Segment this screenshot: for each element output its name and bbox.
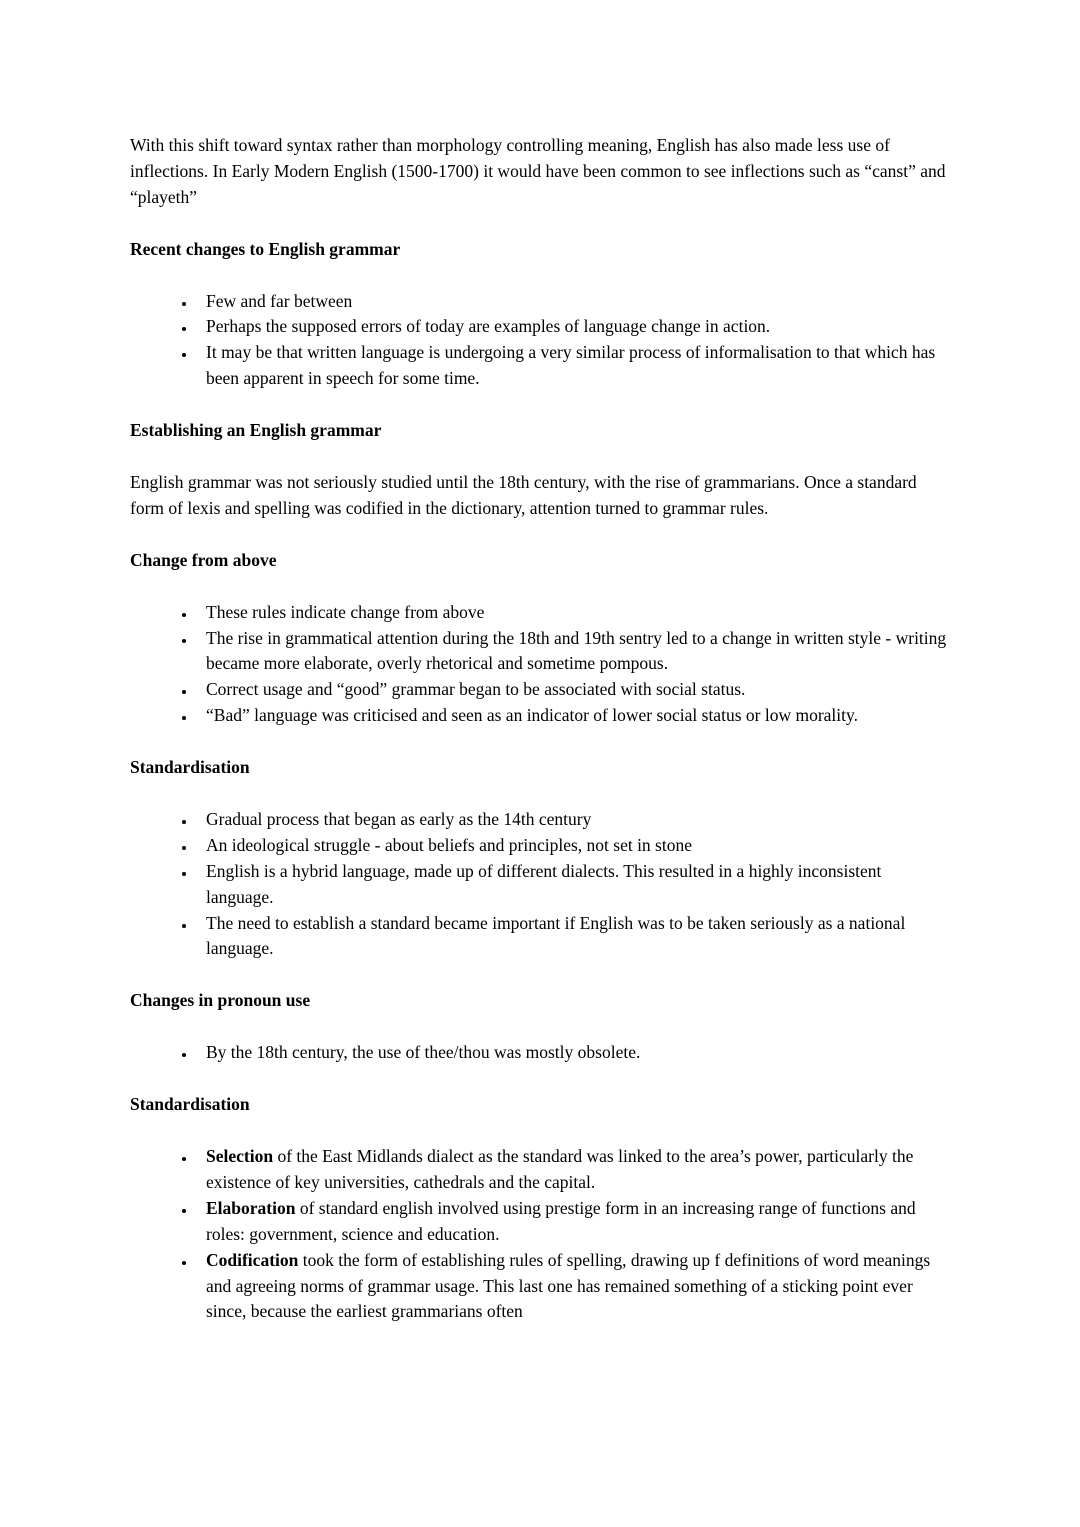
bullet-item: • “Bad” language was criticised and seen as an indicator of lower social status or low morality. — [196, 703, 952, 729]
bullet-item: • Few and far between — [196, 289, 952, 315]
section-heading: Changes in pronoun use — [130, 990, 311, 1011]
paragraph: English grammar was not seriously studied until the 18th century, with the rise of grammarians. Once a standard form of lexis and spelling was codified in the dictionary, attention turned to grammar rules. — [130, 472, 917, 518]
bullet-item: • Gradual process that began as early as the 14th century — [196, 807, 952, 833]
bullet-item: • The rise in grammatical attention during the 18th and 19th sentry led to a change in written style - writing became more elaborate, overly rhetorical and sometime pompous. — [196, 626, 952, 678]
bullet-item: • An ideological struggle - about beliefs and principles, not set in stone — [196, 833, 952, 859]
section-heading: Standardisation — [130, 1094, 250, 1115]
bullet-list — [130, 1040, 952, 1066]
bullet-item: • It may be that written language is undergoing a very similar process of informalisation to that which has been apparent in speech for some time. — [196, 340, 952, 392]
bullet-item: • Elaboration of standard english involved using prestige form in an increasing range of functions and roles: government, science and education. — [196, 1196, 952, 1248]
paragraph: With this shift toward syntax rather than morphology controlling meaning, English has also made less use of inflections. In Early Modern English (1500-1700) it would have been common to see inflections such as “canst” and “playeth” — [130, 135, 946, 207]
bullet-item: • Selection of the East Midlands dialect as the standard was linked to the area’s power, particularly the existence of key universities, cathedrals and the capital. — [196, 1144, 952, 1196]
bullet-list — [130, 807, 952, 962]
bold-term: Selection — [206, 1146, 274, 1167]
bullet-item: • The need to establish a standard became important if English was to be taken seriously as a national language. — [196, 911, 952, 963]
document-content — [130, 133, 952, 1325]
bullet-list — [130, 600, 952, 729]
bullet-item: • By the 18th century, the use of thee/thou was mostly obsolete. — [196, 1040, 952, 1066]
section-heading: Change from above — [130, 549, 277, 570]
bullet-list — [130, 289, 952, 393]
section-heading: Establishing an English grammar — [130, 420, 382, 441]
bullet-item: • These rules indicate change from above — [196, 600, 952, 626]
bullet-list — [130, 1144, 952, 1325]
bullet-item: • Perhaps the supposed errors of today are examples of language change in action. — [196, 314, 952, 340]
bullet-item: • Codification took the form of establishing rules of spelling, drawing up f definitions of word meanings and agreeing norms of grammar usage. This last one has remained something of a sticking point ever since, because the earliest grammarians often — [196, 1248, 952, 1326]
section-heading: Standardisation — [130, 757, 250, 778]
bold-term: Codification — [206, 1249, 299, 1270]
section-heading: Recent changes to English grammar — [130, 238, 401, 259]
bullet-item: • English is a hybrid language, made up of different dialects. This resulted in a highly inconsistent language. — [196, 859, 952, 911]
bullet-item: • Correct usage and “good” grammar began to be associated with social status. — [196, 677, 952, 703]
bold-term: Elaboration — [206, 1197, 296, 1218]
